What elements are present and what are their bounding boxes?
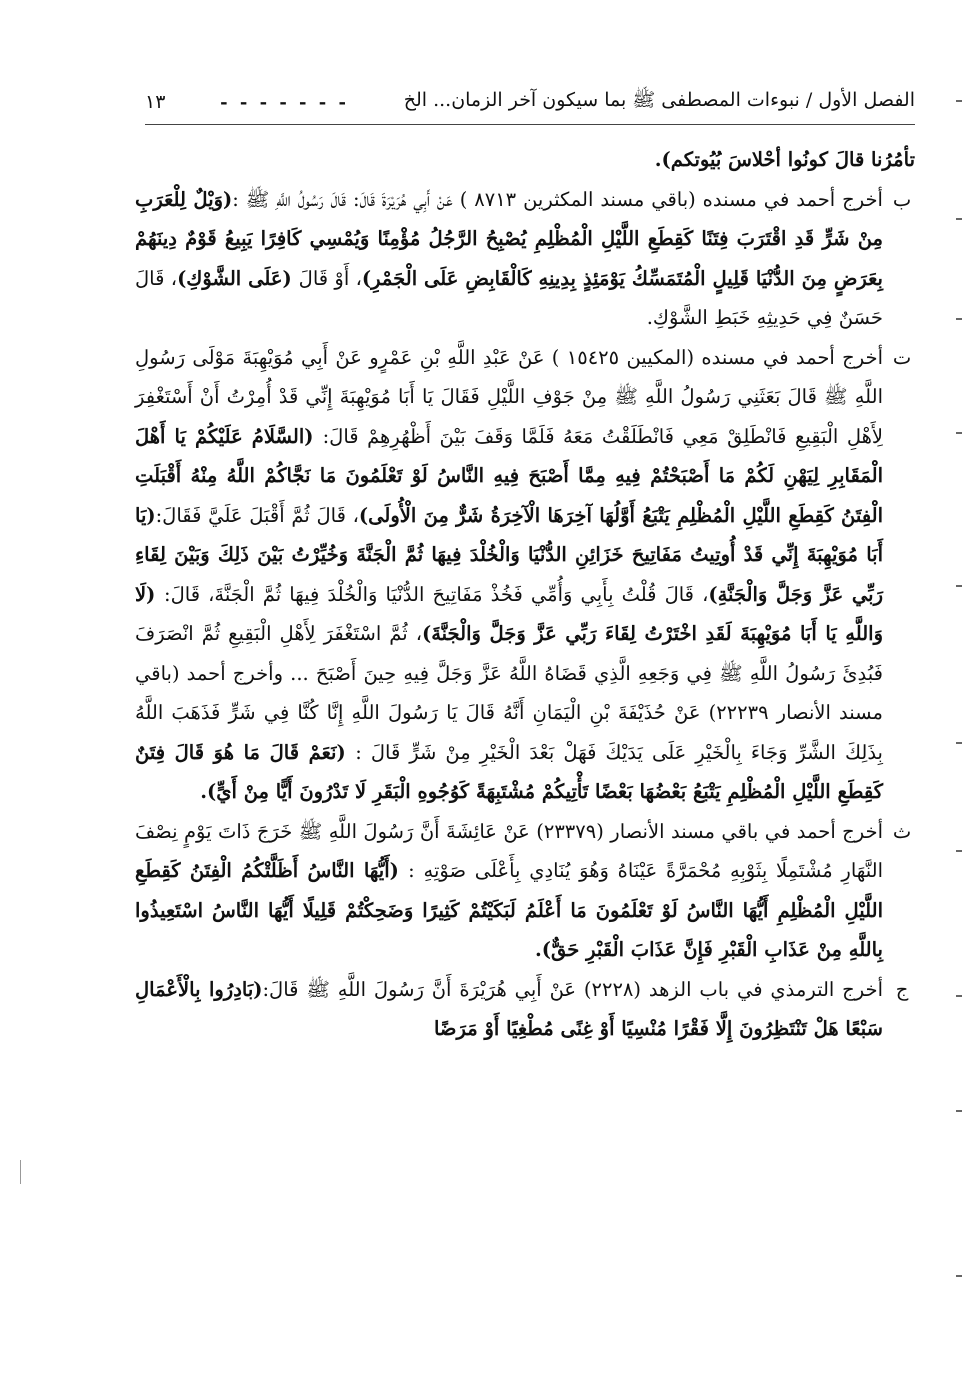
hadith-quote: (نَعَمْ قَالَ مَا هُوَ قَالَ فِتَنٌ كَقِطَعِ اللَّيْلِ الْمُظْلِمِ يَتْبَعُ بَعْضُهَا بَعْضًا تَأْتِيكُمْ مُشْتَبِهَةً كَوُجُوهِ الْبَقَرِ لَا تَدْرُونَ أَيًّا مِنْ أَيٍّ). <box>135 740 883 803</box>
narration-text: ، قَالَ قُلْتُ بِأَبِي وَأُمِّي فَخُذْ مَفَاتِيحَ الدُّنْيَا وَالْخُلْدَ فِيهَا ثُمَّ الْجَنَّةَ، قَالَ: <box>164 582 709 606</box>
narration-text: ، قَالَ حَسَنٌ فِي حَدِيثِهِ خَبَطِ الشَّوْكِ. <box>135 266 883 329</box>
margin-tick <box>956 100 962 102</box>
running-header <box>145 84 915 120</box>
paragraph-ba <box>135 180 915 338</box>
margin-tick <box>956 742 962 744</box>
margin-tick <box>956 432 962 434</box>
header-dashes: - - - - - - - <box>220 91 350 113</box>
hadith-quote: تأمُرُنا قالَ كونُوا أحْلاسَ بُيُوتكم). <box>654 148 915 171</box>
paragraph-marker: ث <box>892 819 912 843</box>
hadith-quote: (عَلَى الشَّوْكِ) <box>177 266 299 290</box>
chapter-title: الفصل الأول / نبوءات المصطفى ﷺ بما سيكون آخر الزمان... الخ <box>403 89 915 111</box>
page-body <box>135 140 915 1049</box>
margin-tick <box>956 850 962 852</box>
narration-text: أخرج أحمد في مسنده (باقي مسند المكثرين ٨٧١٣ ) عَنْ أَبِي هُرَيْرَةَ قَالَ: قَالَ رَسُولُ اللَّهِ ﷺ : <box>232 187 883 211</box>
narration-text: أخرج أحمد في مسنده (المكيين ١٥٤٢٥ ) عَنْ عَبْدِ اللَّهِ بْنِ عَمْرٍو عَنْ أَبِي مُوَيْهِبَةَ مَوْلَى رَسُولِ اللَّهِ ﷺ قَالَ بَعَثَنِي رَسُولُ اللَّهِ ﷺ مِنْ جَوْفِ اللَّيْلِ فَقَالَ يَا أَبَا مُوَيْهِبَةَ إِنِّي قَدْ أُمِرْتُ أَنْ أَسْتَغْفِرَ لِأَهْلِ الْبَقِيعِ فَانْطَلِقْ مَعِي فَانْطَلَقْتُ مَعَهُ فَلَمَّا وَقَفَ بَيْنَ أَظْهُرِهِمْ قَالَ: <box>135 345 883 448</box>
hadith-quote: (يَا أَبَا مُوَيْهِبَةَ إِنِّي قَدْ أُوتِيتُ مَفَاتِيحَ خَزَائِنِ الدُّنْيَا وَالْخُلْدَ فِيهَا ثُمَّ الْجَنَّةَ وَخُيِّرْتُ بَيْنَ ذَلِكَ وَبَيْنَ لِقَاءِ رَبِّي عَزَّ وَجَلَّ وَالْجَنَّةِ) <box>135 503 884 606</box>
paragraph-marker: ج <box>895 977 909 1001</box>
paragraph-tha <box>135 812 915 970</box>
margin-tick <box>956 585 962 587</box>
margin-tick <box>956 995 962 997</box>
narration-text: ، أَوْ قَالَ <box>298 266 362 290</box>
hadith-quote: (السَّلَامُ عَلَيْكُمْ يَا أَهْلَ الْمَقَابِرِ لِيَهْنِ لَكُمْ مَا أَصْبَحْتُمْ فِيهِ مِمَّا أَصْبَحَ فِيهِ النَّاسُ لَوْ تَعْلَمُونَ مَا نَجَّاكُمْ اللَّهُ مِنْهُ أَقْبَلَتِ الْفِتَنُ كَقِطَعِ اللَّيْلِ الْمُظْلِمِ يَتْبَعُ أَوَّلُهَا آخِرَهَا الْآخِرَةُ شَرٌّ مِنَ الْأُولَى) <box>135 424 883 527</box>
margin-tick <box>956 218 962 220</box>
page-number: ١٣ <box>145 91 166 113</box>
hadith-quote: (أَيُّهَا النَّاسُ أَظَلَّتْكُمُ الْفِتَنُ كَقِطَعِ اللَّيْلِ الْمُظْلِمِ أَيُّهَا النَّاسُ لَوْ تَعْلَمُونَ مَا أَعْلَمُ لَبَكَيْتُمْ كَثِيرًا وَضَحِكْتُمْ قَلِيلًا أَيُّهَا النَّاسُ اسْتَعِيذُوا بِاللَّهِ مِنْ عَذَابِ الْقَبْرِ فَإِنَّ عَذَابَ الْقَبْرِ حَقٌّ). <box>135 859 883 961</box>
margin-tick <box>956 1275 962 1277</box>
narration-text: أخرج أحمد في باقي مسند الأنصار (٢٣٣٧٩) عَنْ عَائِشَةَ أَنَّ رَسُولَ اللَّهِ ﷺ خَرَجَ ذَاتَ يَوْمٍ نِصْفَ النَّهَارِ مُشْتَمِلًا بِثَوْبِهِ مُحْمَرَّةً عَيْنَاهُ وَهُوَ يُنَادِي بِأَعْلَى صَوْتِهِ : <box>135 819 883 882</box>
hadith-quote: (لَا وَاللَّهِ يَا أَبَا مُوَيْهِبَةَ لَقَدِ اخْتَرْتُ لِقَاءَ رَبِّي عَزَّ وَجَلَّ وَالْجَنَّةَ) <box>135 582 883 645</box>
narration-text: ، قَالَ ثُمَّ أَقْبَلَ عَلَيَّ فَقَالَ: <box>155 503 359 527</box>
narration-text: أخرج الترمذي في باب الزهد (٢٢٢٨) عَنْ أَبِي هُرَيْرَةَ أَنَّ رَسُولَ اللَّهِ ﷺ قَالَ: <box>262 977 884 1001</box>
paragraph-ta <box>135 338 915 812</box>
paragraph-marker: ت <box>892 345 912 369</box>
hadith-quote: (بَادِرُوا بِالْأَعْمَالِ سَبْعًا هَلْ تَنْتَظِرُونَ إِلَّا فَقْرًا مُنْسِيًا أَوْ غِنًى مُطْغِيًا أَوْ مَرَضًا <box>135 977 883 1040</box>
paragraph-marker: ب <box>892 187 912 211</box>
narration-text: ، ثُمَّ اسْتَغْفَرَ لِأَهْلِ الْبَقِيعِ ثُمَّ انْصَرَفَ فَبُدِئَ رَسُولُ اللَّهِ ﷺ فِي وَجَعِهِ الَّذِي قَضَاهُ اللَّهُ عَزَّ وَجَلَّ فِيهِ حِينَ أَصْبَحَ ... وأخرج أحمد (باقي مسند الأنصار ٢٢٢٣٩) عَنْ حُذَيْفَةَ بْنِ الْيَمَانِ أَنَّهُ قَالَ يَا رَسُولَ اللَّهِ إِنَّا كُنَّا فِي شَرٍّ فَذَهَبَ اللَّهُ بِذَلِكَ الشَّرِّ وَجَاءَ بِالْخَيْرِ عَلَى يَدَيْكَ فَهَلْ بَعْدَ الْخَيْرِ مِنْ شَرٍّ قَالَ : <box>135 622 884 764</box>
header-rule <box>145 124 915 125</box>
margin-tick <box>956 318 962 320</box>
paragraph-cont <box>135 140 915 180</box>
paragraph-jim <box>135 970 915 1049</box>
margin-line <box>20 1160 21 1184</box>
hadith-quote: (وَيْلٌ لِلْعَرَبِ مِنْ شَرٍّ قَدِ اقْتَرَبَ فِتَنًا كَقِطَعِ اللَّيْلِ الْمُظْلِمِ يُصْبِحُ الرَّجُلُ مُؤْمِنًا وَيُمْسِي كَافِرًا يَبِيعُ قَوْمٌ دِينَهُمْ بِعَرَضٍ مِنَ الدُّنْيَا قَلِيلٍ الْمُتَمَسِّكُ يَوْمَئِذٍ بِدِينِهِ كَالْقَابِضِ عَلَى الْجَمْرِ) <box>135 187 883 290</box>
margin-tick <box>956 1110 962 1112</box>
